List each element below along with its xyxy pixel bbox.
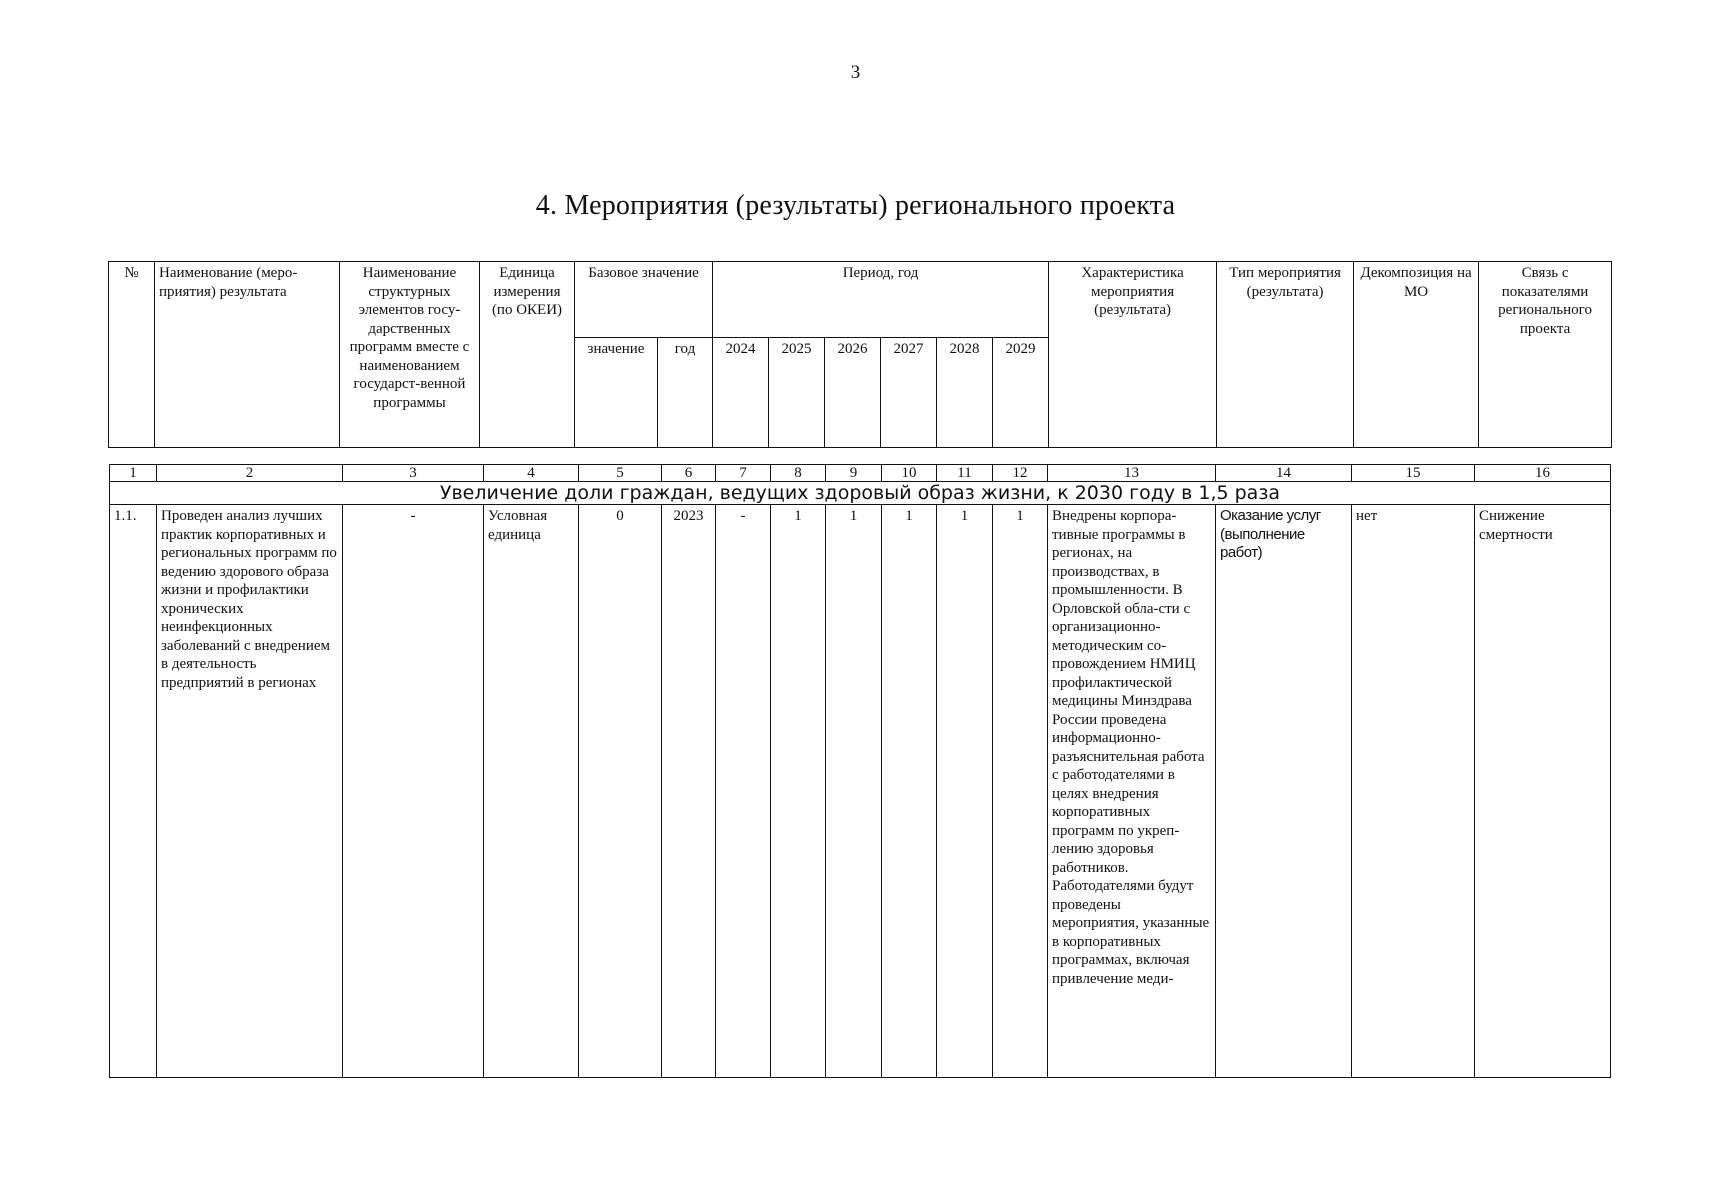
column-number: 1 [110, 465, 157, 482]
column-number: 2 [157, 465, 343, 482]
item-base-year: 2023 [662, 505, 716, 1078]
header-type: Тип мероприятия (результата) [1217, 262, 1354, 448]
header-year-2025: 2025 [769, 338, 825, 448]
header-no: № [109, 262, 155, 448]
column-number: 10 [882, 465, 937, 482]
column-number: 15 [1352, 465, 1475, 482]
section-title: 4. Мероприятия (результаты) регионального проекта [535, 190, 1176, 221]
header-structural-elements: Наименование структурных элементов госу-дарственных программ вместе с наименованием государст-венной программы [340, 262, 480, 448]
column-number: 16 [1475, 465, 1611, 482]
header-characteristic: Характеристика мероприятия (результата) [1049, 262, 1217, 448]
item-value-2028: 1 [937, 505, 993, 1078]
column-number: 13 [1048, 465, 1216, 482]
header-base-value: Базовое значение [575, 262, 713, 338]
column-number: 11 [937, 465, 993, 482]
header-year-2028: 2028 [937, 338, 993, 448]
item-value-2029: 1 [993, 505, 1048, 1078]
item-value-2027: 1 [882, 505, 937, 1078]
goal-row: Увеличение доли граждан, ведущих здоровый образ жизни, к 2030 году в 1,5 раза [110, 482, 1611, 505]
header-year-2026: 2026 [825, 338, 881, 448]
header-decomposition: Декомпозиция на МО [1354, 262, 1479, 448]
header-link: Связь с показателями регионального проекта [1479, 262, 1612, 448]
item-value-2026: 1 [826, 505, 882, 1078]
column-number: 8 [771, 465, 826, 482]
column-numbers-row [110, 465, 1611, 482]
column-number: 4 [484, 465, 579, 482]
item-unit: Условная единица [484, 505, 579, 1078]
column-number: 7 [716, 465, 771, 482]
column-number: 3 [343, 465, 484, 482]
item-name: Проведен анализ лучших практик корпоративных и региональных программ по ведению здорового образа жизни и профилактики хронических неинфекционных заболеваний с внедрением в деятельность предприятий в регионах [157, 505, 343, 1078]
page-number: 3 [850, 62, 861, 83]
header-period: Период, год [713, 262, 1049, 338]
column-number: 14 [1216, 465, 1352, 482]
column-number: 5 [579, 465, 662, 482]
item-base-value: 0 [579, 505, 662, 1078]
column-number: 6 [662, 465, 716, 482]
column-number: 9 [826, 465, 882, 482]
item-type: Оказание услуг (выполнение работ) [1216, 505, 1352, 1078]
header-table [108, 261, 1612, 448]
item-characteristic-cell [1048, 505, 1216, 1078]
table-row [110, 505, 1611, 1078]
item-link: Снижение смертности [1475, 505, 1611, 1078]
item-characteristic: Внедрены корпора-тивные программы в регионах, на производствах, в промышленности. В Орловской обла-сти с организационно-методическим со-провождением НМИЦ профилактической медицины Минздрава России проведена информационно-разъяснительная работа с работодателями в целях внедрения корпоративных программ по укреп-лению здоровья работников. Работодателями будут проведены мероприятия, указанные в корпоративных программах, включая привлечение меди- [1052, 508, 1210, 987]
header-base-value-value: значение [575, 338, 658, 448]
body-table [109, 464, 1611, 1078]
item-value-2025: 1 [771, 505, 826, 1078]
header-unit: Единица измерения (по ОКЕИ) [480, 262, 575, 448]
item-decomposition: нет [1352, 505, 1475, 1078]
item-value-2024: - [716, 505, 771, 1078]
header-name: Наименование (меро-приятия) результата [155, 262, 340, 448]
item-number: 1.1. [110, 505, 157, 1078]
column-number: 12 [993, 465, 1048, 482]
item-structural-elements: - [343, 505, 484, 1078]
header-base-value-year: год [658, 338, 713, 448]
header-year-2024: 2024 [713, 338, 769, 448]
header-year-2029: 2029 [993, 338, 1049, 448]
header-year-2027: 2027 [881, 338, 937, 448]
